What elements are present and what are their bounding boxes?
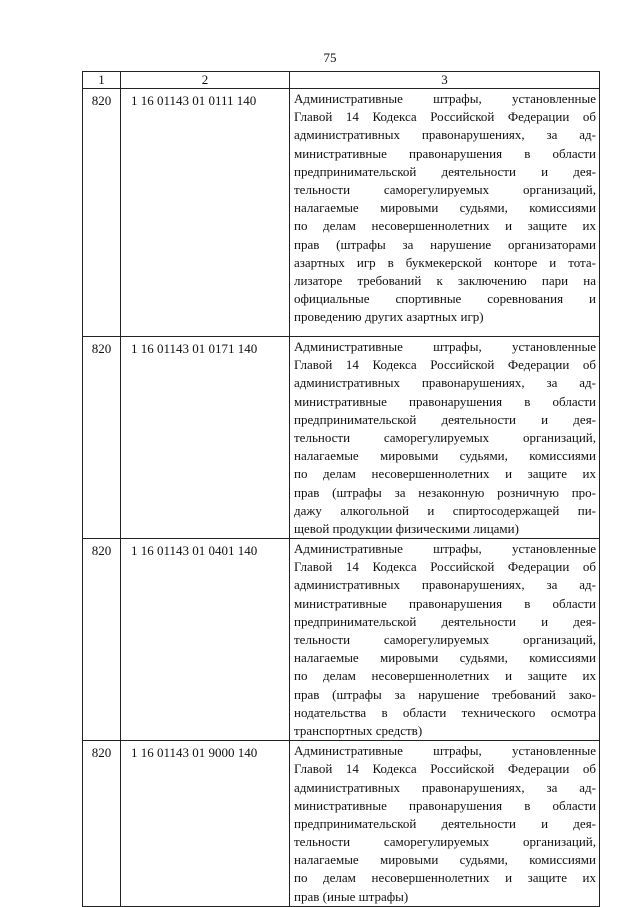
description-line: министративные правонарушения в области [294, 145, 596, 161]
description-line: предпринимательской деятельности и дея- [294, 613, 596, 629]
description-line: налагаемые мировыми судьями, комиссиями [294, 650, 596, 666]
description-line: Административные штрафы, установленные [294, 743, 596, 759]
description-line: по делам несовершеннолетних и защите их [294, 668, 596, 684]
description-line: министративные правонарушения в области [294, 595, 596, 611]
description-line: Административные штрафы, установленные [294, 339, 596, 354]
description-line: по делам несовершеннолетних и защите их [294, 466, 596, 482]
description-line: предпринимательской деятельности и дея- [294, 163, 596, 179]
description-line: министративные правонарушения в области [294, 797, 596, 813]
description-line: прав (штрафы за нарушение требований зако- [294, 686, 596, 702]
description-cell [290, 741, 600, 907]
description-line: Главой 14 Кодекса Российской Федерации об [294, 761, 596, 777]
description-line: тельности саморегулируемых организаций, [294, 181, 596, 197]
description-line: административных правонарушениях, за ад- [294, 127, 596, 143]
table-row [83, 337, 600, 539]
code-cell: 820 [83, 539, 121, 741]
description-line: щевой продукции физическими лицами) [294, 520, 519, 536]
description-line: официальные спортивные соревнования и [294, 291, 596, 307]
table-row [83, 539, 600, 741]
description-line: прав (иные штрафы) [294, 888, 409, 904]
table-row [83, 89, 600, 337]
code-cell: 820 [83, 741, 121, 907]
code-cell: 820 [83, 337, 121, 539]
description-line: административных правонарушениях, за ад- [294, 375, 596, 391]
description-line: Главой 14 Кодекса Российской Федерации об [294, 109, 596, 125]
description-line: Главой 14 Кодекса Российской Федерации об [294, 357, 596, 373]
description-line: дажу алкогольной и спиртосодержащей пи- [294, 502, 596, 518]
description-line: по делам несовершеннолетних и защите их [294, 218, 596, 234]
description-line: тельности саморегулируемых организаций, [294, 632, 596, 647]
description-cell [290, 539, 600, 741]
description-line: нодательства в области технического осмотра [294, 704, 596, 720]
description-line: предпринимательской деятельности и дея- [294, 411, 596, 427]
description-line: азартных игр в букмекерской конторе и тота- [294, 254, 596, 270]
column-header-3: 3 [290, 72, 600, 89]
kbk-cell: 1 16 01143 01 0111 140 [121, 89, 290, 337]
table-header-row [83, 72, 600, 89]
kbk-cell: 1 16 01143 01 0401 140 [121, 539, 290, 741]
description-line: проведению других азартных игр) [294, 309, 484, 325]
description-cell [290, 337, 600, 539]
description-line: транспортных средств) [294, 722, 423, 738]
table-row [83, 741, 600, 907]
document-table [82, 71, 600, 907]
description-line: лизаторе требований к заключению пари на [294, 272, 596, 288]
description-line: по делам несовершеннолетних и защите их [294, 870, 596, 886]
description-line: налагаемые мировыми судьями, комиссиями [294, 448, 596, 464]
description-line: министративные правонарушения в области [294, 393, 596, 409]
description-line: административных правонарушениях, за ад- [294, 577, 596, 593]
description-line: Административные штрафы, установленные [294, 541, 596, 557]
description-line: прав (штрафы за нарушение организаторами [294, 236, 596, 252]
code-cell: 820 [83, 89, 121, 337]
page-number: 75 [323, 50, 337, 65]
description-line: прав (штрафы за незаконную розничную про- [294, 484, 596, 500]
kbk-cell: 1 16 01143 01 9000 140 [121, 741, 290, 907]
kbk-cell: 1 16 01143 01 0171 140 [121, 337, 290, 539]
description-cell [290, 89, 600, 337]
description-line: налагаемые мировыми судьями, комиссиями [294, 200, 596, 216]
description-line: тельности саморегулируемых организаций, [294, 834, 596, 850]
description-line: административных правонарушениях, за ад- [294, 779, 596, 795]
description-line: тельности саморегулируемых организаций, [294, 429, 596, 445]
description-line: налагаемые мировыми судьями, комиссиями [294, 852, 596, 868]
column-header-1: 1 [83, 72, 121, 89]
column-header-2: 2 [121, 72, 290, 89]
description-line: Административные штрафы, установленные [294, 91, 596, 106]
description-line: Главой 14 Кодекса Российской Федерации об [294, 559, 596, 575]
description-line: предпринимательской деятельности и дея- [294, 815, 596, 831]
